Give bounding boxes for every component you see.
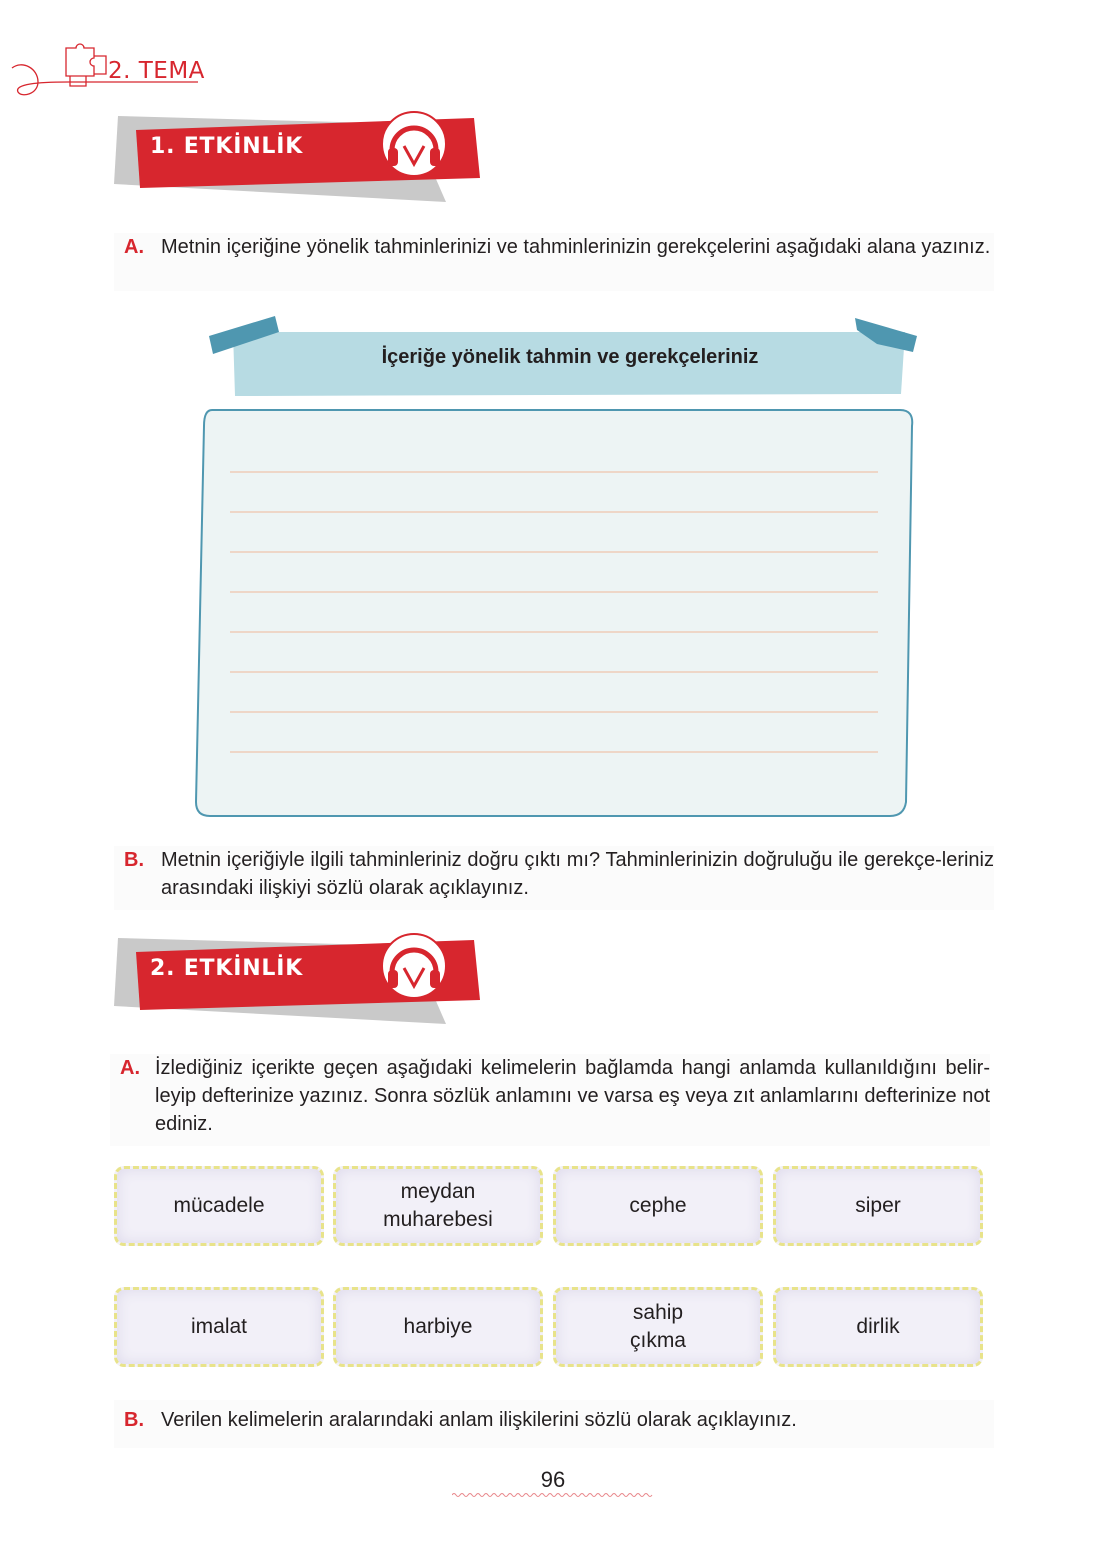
headphones-icon [382, 112, 446, 176]
page-number: 96 [540, 1467, 566, 1492]
word-label: imalat [190, 1315, 248, 1338]
word-card [773, 1166, 983, 1246]
word-label: harbiye [403, 1315, 473, 1338]
word-label: cephe [629, 1194, 687, 1217]
writing-area[interactable] [192, 406, 920, 822]
instruction-text: Metnin içeriğine yönelik tahminlerinizi ve tahminlerinizin gerekçelerini aşağıdaki alana yazınız. [161, 236, 991, 258]
word-card [553, 1287, 763, 1367]
instruction-text: Metnin içeriğiyle ilgili tahminleriniz doğru çıktı mı? Tahminlerinizin doğruluğu ile gerekçe-leriniz arasındaki ilişkiyi sözlü olarak açıklayınız. [161, 849, 994, 899]
activity2-banner [112, 930, 492, 1030]
word-card [773, 1287, 983, 1367]
item-letter: B. [124, 1409, 144, 1431]
activity1-item-a [114, 233, 994, 291]
activity1-banner-label: 1. ETKİNLİK [150, 134, 304, 159]
word-label: sahip çıkma [629, 1301, 686, 1352]
activity2-item-b [114, 1400, 994, 1448]
page-number-underline [452, 1492, 654, 1498]
headphones-icon [382, 934, 446, 998]
puzzle-icon [66, 44, 106, 86]
activity2-item-a [110, 1054, 990, 1146]
word-label: siper [855, 1194, 901, 1217]
instruction-text: Verilen kelimelerin aralarındaki anlam ilişkilerini sözlü olarak açıklayınız. [161, 1409, 797, 1431]
word-label: dirlik [856, 1315, 900, 1338]
item-letter: A. [124, 236, 144, 258]
word-label: mücadele [173, 1194, 265, 1217]
word-label: meydan muharebesi [383, 1180, 493, 1231]
word-card [553, 1166, 763, 1246]
instruction-text: İzlediğiniz içerikte geçen aşağıdaki kelimelerin bağlamda hangi anlamda kullanıldığını belir-leyip defterinize yazınız. Sonra sözlük anlamını ve varsa eş veya zıt anlamlarını defterinize not ediniz. [155, 1057, 990, 1135]
word-card [333, 1166, 543, 1246]
item-letter: B. [124, 849, 144, 871]
item-letter: A. [120, 1057, 140, 1079]
tema-title: 2. TEMA [108, 58, 205, 84]
activity1-item-b [114, 846, 994, 910]
word-card [114, 1166, 324, 1246]
word-card [114, 1287, 324, 1367]
activity1-banner [112, 108, 492, 208]
word-card [333, 1287, 543, 1367]
ribbon-label: İçeriğe yönelik tahmin ve gerekçeleriniz [381, 346, 759, 368]
activity2-banner-label: 2. ETKİNLİK [150, 956, 304, 981]
